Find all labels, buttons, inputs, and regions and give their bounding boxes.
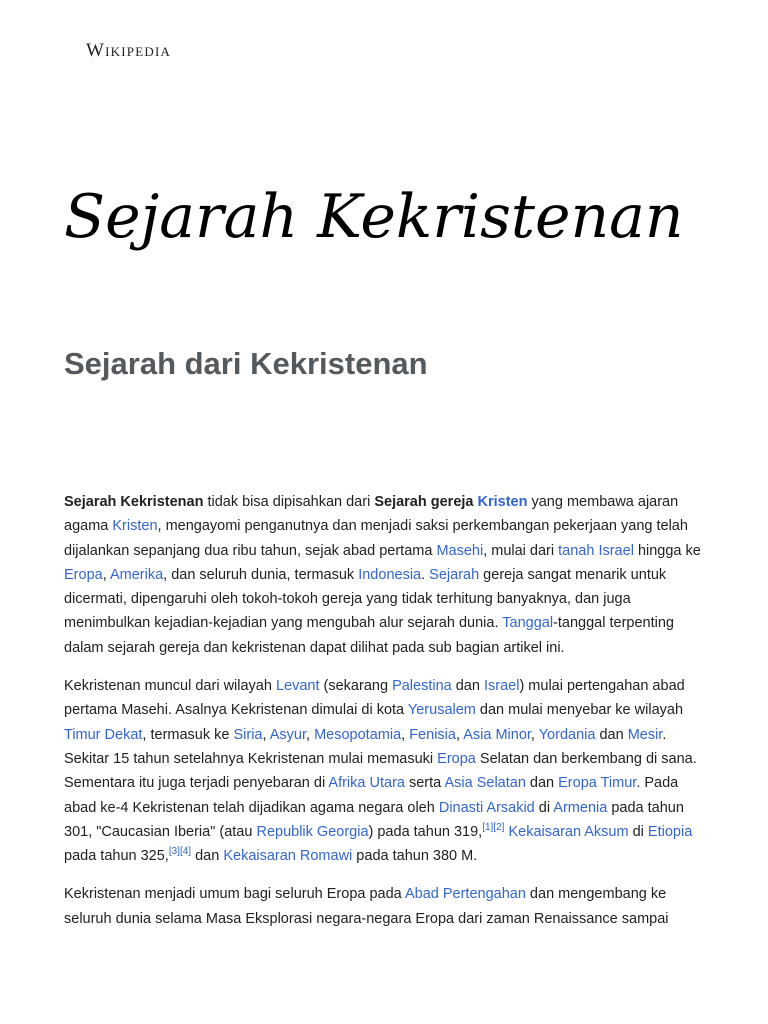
text-run: ) mulai pertengahan abad pertama Masehi. Asalnya Kekristenan dimulai di kota — [64, 678, 685, 719]
article-link[interactable]: Armenia — [553, 799, 608, 816]
text-run: gereja sangat menarik untuk dicermati, dipengaruhi oleh tokoh-tokoh gereja yang tidak terhitung banyaknya, dan juga menimbulkan kejadian-kejadian yang mengubah alur sejarah dunia. — [64, 566, 667, 632]
text-run: , termasuk ke — [142, 726, 234, 743]
text-run: hingga ke — [633, 542, 701, 559]
article-link[interactable]: Fenisia — [409, 726, 456, 743]
text-run: dan — [451, 678, 484, 695]
text-run: Selatan dan berkembang di sana. Sementara itu juga terjadi penyebaran di — [64, 750, 697, 792]
text-run: dan — [595, 726, 628, 743]
article-link[interactable]: Dinasti Arsakid — [438, 799, 535, 816]
text-run: , — [401, 726, 410, 743]
article-link[interactable]: Levant — [275, 678, 320, 695]
text-run: , — [455, 726, 464, 743]
article-link[interactable]: Mesopotamia — [314, 726, 402, 743]
text-run: , mulai dari — [483, 542, 559, 559]
text-run: , — [306, 726, 315, 743]
text-run: dan mulai menyebar ke wilayah — [475, 702, 684, 719]
citation — [169, 846, 191, 857]
text-run: , — [530, 726, 539, 743]
article-body — [64, 490, 714, 945]
citation-link[interactable]: [1][2] — [482, 822, 505, 834]
article-link[interactable]: Indonesia — [358, 566, 422, 583]
text-run: pada tahun 380 M. — [352, 848, 478, 865]
article-link-bold[interactable]: Kristen — [477, 494, 528, 510]
paragraph — [64, 882, 714, 931]
text-run: -tanggal terpenting dalam sejarah gereja dan kekristenan dapat dilihat pada sub bagian artikel ini. — [64, 615, 674, 656]
article-link[interactable]: Abad Pertengahan — [404, 886, 526, 903]
text-run: , mengayomi penganutnya dan menjadi saksi perkembangan pekerjaan yang telah dijalankan sepanjang dua ribu tahun, sejak abad pertama — [64, 518, 688, 559]
page-title: Sejarah Kekristenan — [64, 182, 684, 252]
text-run: dan — [191, 848, 224, 865]
article-link[interactable]: Siria — [233, 726, 263, 743]
text-run: tidak bisa dipisahkan dari — [203, 494, 375, 510]
text-run: serta — [404, 775, 445, 792]
article-link[interactable]: Amerika — [109, 566, 164, 583]
text-run: Kekristenan menjadi umum bagi seluruh Eropa pada — [64, 886, 405, 903]
article-link[interactable]: Timur Dekat — [64, 726, 143, 743]
text-run: pada tahun 325, — [64, 848, 169, 865]
text-run: yang membawa ajaran agama — [64, 494, 679, 535]
text-run: , — [102, 566, 110, 583]
article-link[interactable]: Kekaisaran Romawi — [223, 848, 353, 865]
article-link[interactable]: Tanggal — [502, 615, 554, 632]
article-link[interactable]: Afrika Utara — [328, 775, 405, 792]
article-link[interactable]: Mesir — [627, 726, 663, 743]
paragraph — [64, 674, 714, 868]
article-link[interactable]: Kristen — [112, 518, 158, 535]
article-link[interactable]: Eropa — [64, 566, 103, 583]
article-link[interactable]: Republik Georgia — [256, 823, 369, 840]
text-run: di — [534, 799, 554, 816]
page-subtitle: Sejarah dari Kekristenan — [64, 346, 428, 381]
text-run: , dan seluruh dunia, termasuk — [163, 566, 359, 583]
article-link[interactable]: Sejarah — [429, 566, 480, 583]
article-link[interactable]: Asyur — [269, 726, 307, 743]
text-run: ) pada tahun 319, — [368, 823, 483, 840]
article-link[interactable]: Asia Selatan — [444, 775, 526, 792]
text-run: . Sekitar 15 tahun setelahnya Kekristenan mulai memasuki — [64, 726, 667, 767]
article-link[interactable]: Israel — [483, 678, 520, 695]
bold-text: Sejarah gereja — [374, 494, 478, 510]
text-run: . — [421, 566, 430, 583]
article-link[interactable]: Yerusalem — [407, 702, 476, 719]
paragraph — [64, 490, 714, 660]
text-run: dan — [525, 775, 559, 792]
citation — [482, 822, 504, 833]
article-link[interactable]: Masehi — [436, 542, 484, 559]
bold-text: Sejarah Kekristenan — [64, 494, 204, 510]
text-run: di — [628, 823, 648, 840]
article-link[interactable]: tanah Israel — [558, 542, 634, 559]
text-run: , — [262, 726, 270, 743]
article-link[interactable]: Eropa Timur — [558, 775, 637, 792]
article-link[interactable]: Yordania — [538, 726, 596, 743]
text-run: (sekarang — [319, 678, 393, 695]
article-link[interactable]: Etiopia — [647, 823, 693, 840]
text-run: Kekristenan muncul dari wilayah — [64, 678, 276, 695]
text-run: dan mengembang ke seluruh dunia selama Masa Eksplorasi negara-negara Eropa dari zaman Renaissance sampai — [64, 886, 669, 927]
text-run: pada tahun 301, "Caucasian Iberia" (atau — [64, 799, 684, 840]
wikipedia-wordmark[interactable]: Wikipedia — [86, 40, 172, 61]
article-link[interactable]: Asia Minor — [463, 726, 531, 743]
article-link[interactable]: Palestina — [392, 678, 452, 695]
article-link[interactable]: Kekaisaran Aksum — [508, 823, 629, 840]
citation-link[interactable]: [3][4] — [168, 846, 192, 858]
text-run: . Pada abad ke-4 Kekristenan telah dijadikan agama negara oleh — [64, 775, 679, 816]
article-link[interactable]: Eropa — [437, 750, 476, 767]
